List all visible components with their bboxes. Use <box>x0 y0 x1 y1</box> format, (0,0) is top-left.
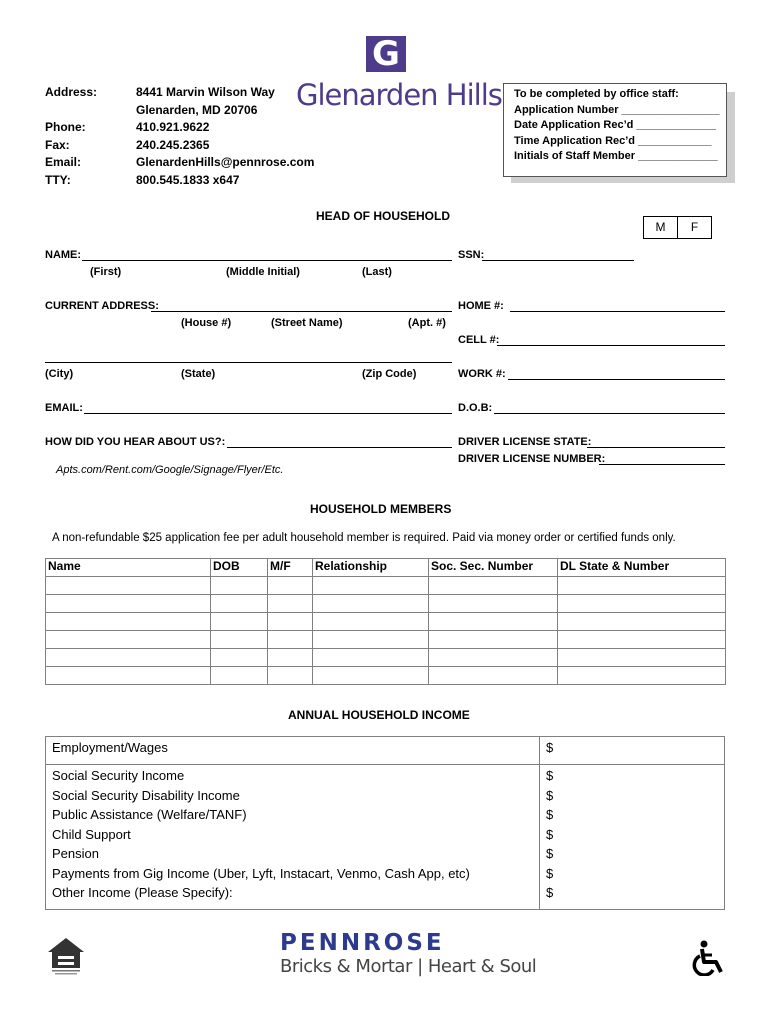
phone-value: 410.921.9622 <box>136 120 210 135</box>
income-amount-field[interactable]: $ <box>540 846 725 866</box>
email-field[interactable] <box>84 413 452 414</box>
income-label: Pension <box>52 846 99 861</box>
email-field-label: EMAIL: <box>45 402 83 414</box>
state-sublabel: (State) <box>181 368 216 380</box>
table-row <box>46 595 726 613</box>
sex-option-f[interactable]: F <box>677 217 711 238</box>
income-row-public-assistance <box>46 807 725 827</box>
tty-label: TTY: <box>45 172 71 187</box>
income-row-ssdi <box>46 788 725 808</box>
head-of-household-title: HEAD OF HOUSEHOLD <box>316 209 451 223</box>
zip-sublabel: (Zip Code) <box>362 368 417 380</box>
home-phone-label: HOME #: <box>458 300 504 312</box>
table-row <box>46 631 726 649</box>
last-name-sublabel: (Last) <box>362 266 392 278</box>
brand-name: Glenarden Hills <box>296 78 502 112</box>
address-label: Address: <box>45 85 98 99</box>
driver-license-number-field[interactable] <box>599 464 725 465</box>
driver-license-state-field[interactable] <box>587 447 725 448</box>
table-row <box>46 577 726 595</box>
office-staff-box <box>503 83 727 177</box>
application-number-line[interactable]: Application Number ________________ <box>514 103 720 116</box>
name-label: NAME: <box>45 249 82 261</box>
income-row-other <box>46 885 725 910</box>
glenarden-logo-mark: G <box>366 36 406 72</box>
income-amount-field[interactable]: $ <box>540 827 725 847</box>
income-amount-field[interactable]: $ <box>540 885 725 910</box>
email-label: Email: <box>45 155 82 170</box>
income-amount-field[interactable]: $ <box>540 737 725 765</box>
sex-option-m[interactable]: M <box>655 220 666 234</box>
city-sublabel: (City) <box>45 368 74 380</box>
contact-labels <box>45 84 97 190</box>
referral-source-hint: Apts.com/Rent.com/Google/Signage/Flyer/Etc. <box>56 464 284 476</box>
income-table <box>45 736 725 910</box>
table-row <box>46 667 726 685</box>
table-row <box>46 649 726 667</box>
income-row-employment <box>46 737 725 765</box>
cell-phone-field[interactable] <box>497 345 725 346</box>
driver-license-number-label: DRIVER LICENSE NUMBER: <box>458 453 606 465</box>
date-received-line[interactable]: Date Application Rec’d _____________ <box>514 119 716 131</box>
members-header-row <box>46 559 726 577</box>
income-label: Social Security Income <box>52 768 185 783</box>
city-state-zip-field[interactable] <box>45 362 452 363</box>
income-amount-field[interactable]: $ <box>540 807 725 827</box>
current-address-label: CURRENT ADDRESS: <box>45 300 159 312</box>
ssn-field[interactable] <box>482 260 634 261</box>
household-members-title: HOUSEHOLD MEMBERS <box>310 502 452 516</box>
street-name-sublabel: (Street Name) <box>271 317 343 329</box>
first-name-sublabel: (First) <box>90 266 122 278</box>
household-members-table <box>45 558 726 685</box>
pennrose-logo: PENNROSE <box>280 930 445 956</box>
col-dob: DOB <box>211 559 268 577</box>
dob-field[interactable] <box>494 413 725 414</box>
home-phone-field[interactable] <box>510 311 725 312</box>
work-phone-field[interactable] <box>508 379 725 380</box>
sex-selector[interactable] <box>643 216 712 239</box>
col-sex: M/F <box>268 559 313 577</box>
driver-license-state-label: DRIVER LICENSE STATE: <box>458 436 592 448</box>
dob-label: D.O.B: <box>458 402 493 414</box>
ssn-label: SSN: <box>458 249 485 261</box>
application-fee-note: A non-refundable $25 application fee per adult household member is required. Paid via money order or certified funds only. <box>52 532 676 544</box>
middle-initial-sublabel: (Middle Initial) <box>226 266 300 278</box>
referral-source-field[interactable] <box>227 447 452 448</box>
email-value: GlenardenHills@pennrose.com <box>136 155 315 170</box>
name-field[interactable] <box>82 260 452 261</box>
tty-value: 800.545.1833 x647 <box>136 172 240 187</box>
income-label: Public Assistance (Welfare/TANF) <box>52 807 247 822</box>
income-row-child-support <box>46 827 725 847</box>
street-address-field[interactable] <box>151 311 452 312</box>
col-name: Name <box>46 559 211 577</box>
income-row-social-security <box>46 765 725 788</box>
address-line1: 8441 Marvin Wilson Way <box>136 85 275 99</box>
pennrose-tagline: Bricks & Mortar | Heart & Soul <box>280 956 537 977</box>
contact-values <box>136 84 314 190</box>
wheelchair-accessible-icon <box>692 940 726 976</box>
time-received-line[interactable]: Time Application Rec’d ____________ <box>514 134 712 147</box>
apt-number-sublabel: (Apt. #) <box>408 317 446 329</box>
fax-value: 240.245.2365 <box>136 137 210 152</box>
office-staff-title: To be completed by office staff: <box>514 88 679 100</box>
col-relationship: Relationship <box>313 559 429 577</box>
income-label: Employment/Wages <box>46 737 540 765</box>
income-label: Child Support <box>52 826 131 842</box>
house-number-sublabel: (House #) <box>181 317 232 329</box>
cell-phone-label: CELL #: <box>458 334 500 346</box>
equal-housing-icon <box>46 936 86 976</box>
fax-label: Fax: <box>45 137 70 152</box>
work-phone-label: WORK #: <box>458 368 506 380</box>
income-row-gig <box>46 866 725 886</box>
income-label: Payments from Gig Income (Uber, Lyft, Instacart, Venmo, Cash App, etc) <box>52 865 470 881</box>
col-ssn: Soc. Sec. Number <box>429 559 558 577</box>
income-row-pension <box>46 846 725 866</box>
staff-initials-line[interactable]: Initials of Staff Member _____________ <box>514 150 718 162</box>
income-label: Other Income (Please Specify): <box>52 885 233 900</box>
income-label: Social Security Disability Income <box>52 787 240 803</box>
income-amount-field[interactable]: $ <box>540 866 725 886</box>
income-amount-field[interactable]: $ <box>540 765 725 788</box>
annual-income-title: ANNUAL HOUSEHOLD INCOME <box>288 708 470 722</box>
table-row <box>46 613 726 631</box>
referral-source-label: HOW DID YOU HEAR ABOUT US?: <box>45 436 226 448</box>
col-dl-state-number: DL State & Number <box>558 559 726 577</box>
income-amount-field[interactable]: $ <box>540 788 725 808</box>
phone-label: Phone: <box>45 120 86 135</box>
address-line2: Glenarden, MD 20706 <box>136 102 258 117</box>
